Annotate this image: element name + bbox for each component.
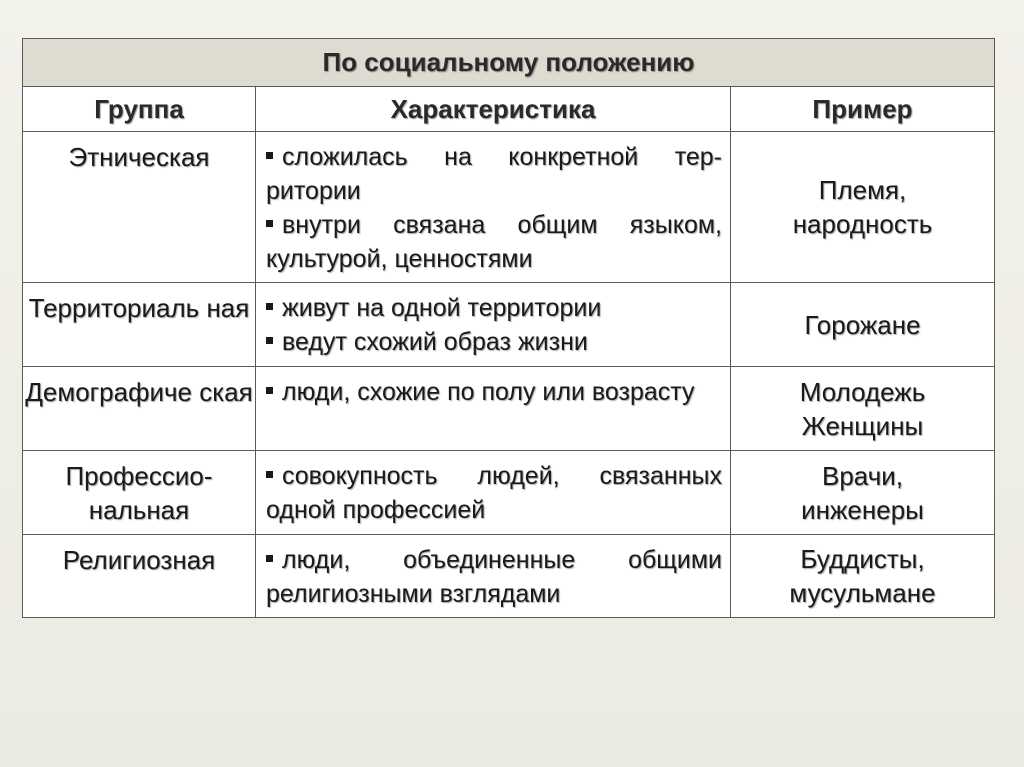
- example-line: Буддисты,: [800, 544, 925, 574]
- bullet-icon: [266, 555, 273, 562]
- social-groups-table: [22, 38, 995, 618]
- characteristic-text: внутри связана общим языком, культурой, ценностями: [266, 211, 722, 273]
- example-line: мусульмане: [789, 578, 936, 608]
- characteristic-item: [266, 459, 722, 527]
- header-row: [23, 87, 995, 132]
- table-row: [23, 132, 995, 283]
- group-name: Профессио-нальная: [23, 451, 256, 535]
- social-groups-table-container: [22, 38, 994, 618]
- example-cell: [731, 132, 995, 283]
- characteristic-item: [266, 375, 722, 409]
- group-name: Демографиче ская: [23, 367, 256, 451]
- characteristic-text: совокупность людей, связанных одной профессией: [266, 462, 722, 524]
- bullet-icon: [266, 471, 273, 478]
- characteristic-cell: [256, 367, 731, 451]
- example-line: Женщины: [801, 410, 924, 441]
- table-title: По социальному положению: [23, 39, 995, 87]
- group-name: Этническая: [23, 132, 256, 283]
- bullet-icon: [266, 220, 273, 227]
- group-name: Религиозная: [23, 535, 256, 618]
- characteristic-cell: [256, 132, 731, 283]
- characteristic-text: ведут схожий образ жизни: [282, 328, 588, 356]
- characteristic-text: живут на одной территории: [282, 294, 602, 322]
- characteristic-cell: [256, 283, 731, 367]
- example-cell: [731, 535, 995, 618]
- group-name: Территориаль ная: [23, 283, 256, 367]
- header-characteristic: Характеристика: [256, 87, 731, 132]
- header-example: Пример: [731, 87, 995, 132]
- table-row: [23, 451, 995, 535]
- characteristic-text: люди, схожие по полу или возрасту: [282, 378, 695, 406]
- table-row: [23, 367, 995, 451]
- table-row: [23, 535, 995, 618]
- title-row: [23, 39, 995, 87]
- example-cell: [731, 451, 995, 535]
- table-row: [23, 283, 995, 367]
- characteristic-text: люди, объединенные общими религиозными взглядами: [266, 546, 722, 608]
- bullet-icon: [266, 303, 273, 310]
- example-cell: [731, 367, 995, 451]
- characteristic-item: [266, 140, 722, 208]
- characteristic-item: [266, 543, 722, 611]
- bullet-icon: [266, 337, 273, 344]
- example-line: инженеры: [801, 494, 924, 525]
- example-cell: [731, 283, 995, 367]
- characteristic-text: сложилась на конкретной тер-ритории: [266, 143, 722, 205]
- example-line: Молодежь: [799, 376, 926, 407]
- characteristic-cell: [256, 535, 731, 618]
- example-line: Горожане: [804, 309, 921, 340]
- example-line: Племя,: [818, 175, 907, 205]
- bullet-icon: [266, 152, 273, 159]
- characteristic-item: [266, 291, 722, 325]
- characteristic-item: [266, 325, 722, 359]
- example-line: Врачи,: [822, 460, 903, 491]
- header-group: Группа: [23, 87, 256, 132]
- example-line: народность: [792, 209, 933, 239]
- characteristic-item: [266, 208, 722, 276]
- bullet-icon: [266, 387, 273, 394]
- characteristic-cell: [256, 451, 731, 535]
